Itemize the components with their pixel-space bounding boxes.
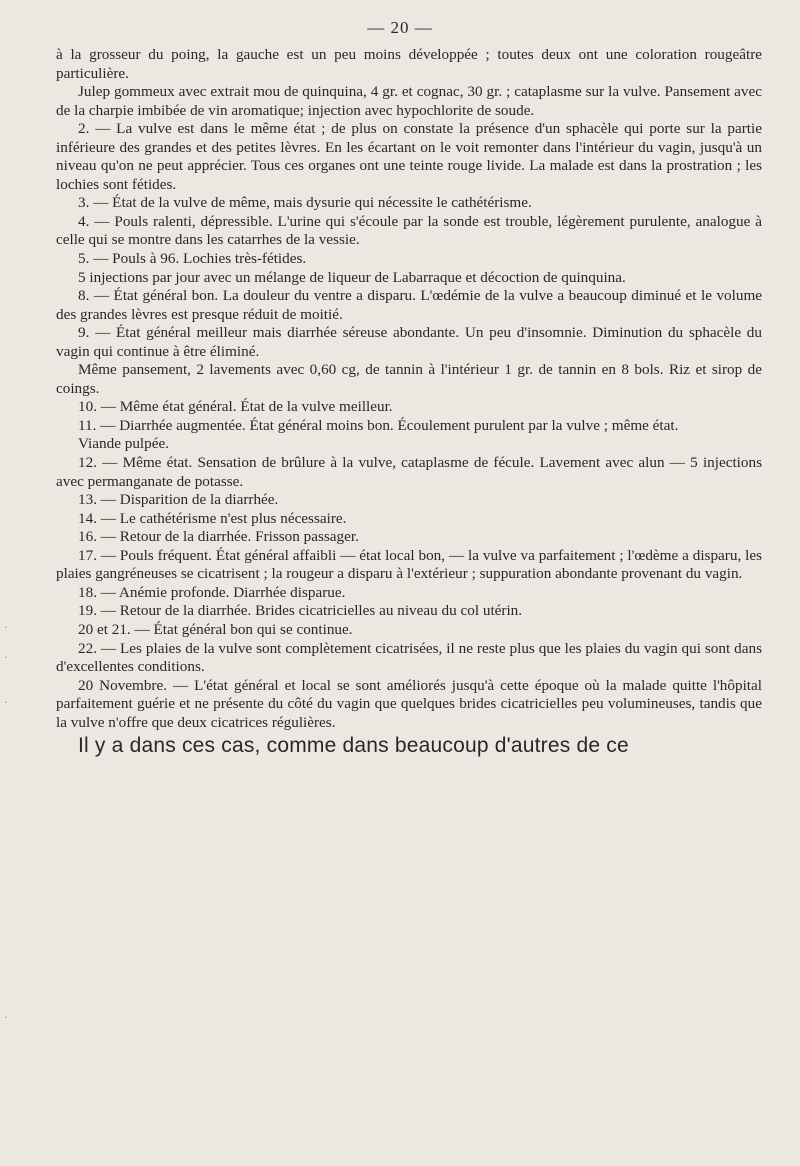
margin-marks [4, 600, 20, 1024]
paragraph: 9. — État général meilleur mais diarrhée séreuse abondante. Un peu d'insomnie. Diminution du sphacèle du vagin qui continue à être éliminé. [56, 324, 762, 360]
page-number: — 20 — [367, 18, 433, 37]
paragraph: 22. — Les plaies de la vulve sont complètement cicatrisées, il ne reste plus que les plaies du vagin qui sont dans d'excellentes conditions. [56, 639, 762, 676]
paragraph: 14. — Le cathétérisme n'est plus nécessaire. [78, 509, 347, 527]
margin-dot: · [4, 1010, 8, 1024]
paragraph: Même pansement, 2 lavements avec 0,60 cg, de tannin à l'intérieur 1 gr. de tannin en 8 bols. Riz et sirop de coings. [56, 361, 762, 397]
paragraph: 2. — La vulve est dans le même état ; de plus on constate la présence d'un sphacèle qui porte sur la partie inférieure des grandes et des petites lèvres. En les écartant on le voit remonter dans l'intérieur du vagin, jusqu'à un niveau qu'on ne peut apprécier. Tous ces organes ont une teinte rouge livide. La malade est dans la prostration ; les lochies sont fétides. [56, 120, 762, 193]
paragraph: 5 injections par jour avec un mélange de liqueur de Labarraque et décoction de quinquina. [78, 268, 626, 286]
paragraph: 10. — Même état général. État de la vulve meilleur. [78, 398, 393, 416]
paragraph: 12. — Même état. Sensation de brûlure à la vulve, cataplasme de fécule. Lavement avec alun — 5 injections avec permanganate de potasse. [56, 454, 762, 490]
paragraph: 17. — Pouls fréquent. État général affaibli — état local bon, — la vulve va parfaitement ; l'œdème a disparu, les plaies gangréneuses se cicatrisent ; la rougeur a disparu à l'extérieur ; suppuration abondante provenant du vagin. [56, 546, 762, 583]
margin-dot: · [4, 695, 8, 709]
paragraph: Viande pulpée. [78, 435, 170, 453]
paragraph: 20 et 21. — État général bon qui se continue. [78, 620, 353, 638]
body-text [56, 46, 762, 759]
paragraph: 13. — Disparition de la diarrhée. [78, 491, 279, 509]
paragraph: 20 Novembre. — L'état général et local se sont améliorés jusqu'à cette époque où la malade quitte l'hôpital parfaitement guérie et ne présente du côté du vagin que quelques brides cicatricielles peu volumineuses, tandis que la vulve n'offre que deux cicatrices régulières. [56, 676, 762, 731]
paragraph: Julep gommeux avec extrait mou de quinquina, 4 gr. et cognac, 30 gr. ; cataplasme sur la vulve. Pansement avec de la charpie imbibée de vin aromatique; injection avec hypochlorite de soude. [56, 83, 762, 119]
paragraph: 3. — État de la vulve de même, mais dysurie qui nécessite le cathétérisme. [78, 194, 532, 212]
paragraph: 8. — État général bon. La douleur du ventre a disparu. L'œdémie de la vulve a beaucoup diminué et le volume des grandes lèvres est presque réduit de moitié. [56, 287, 762, 323]
margin-dot: · [4, 650, 8, 664]
paragraph: 19. — Retour de la diarrhée. Brides cicatricielles au niveau du col utérin. [78, 602, 523, 620]
paragraph: 4. — Pouls ralenti, dépressible. L'urine qui s'écoule par la sonde est trouble, légèrement purulente, analogue à celle qui se montre dans les catarrhes de la vessie. [56, 212, 762, 249]
paragraph: 5. — Pouls à 96. Lochies très-fétides. [78, 250, 307, 268]
paragraph: 16. — Retour de la diarrhée. Frisson passager. [78, 528, 359, 546]
paragraph: à la grosseur du poing, la gauche est un peu moins développée ; toutes deux ont une coloration rougeâtre particulière. [56, 46, 762, 82]
closing-line: Il y a dans ces cas, comme dans beaucoup d'autres de ce [78, 734, 629, 758]
paragraph: 18. — Anémie profonde. Diarrhée disparue. [78, 583, 346, 601]
paragraph: 11. — Diarrhée augmentée. État général moins bon. Écoulement purulent par la vulve ; même état. [78, 416, 679, 434]
margin-dot: · [4, 620, 8, 634]
